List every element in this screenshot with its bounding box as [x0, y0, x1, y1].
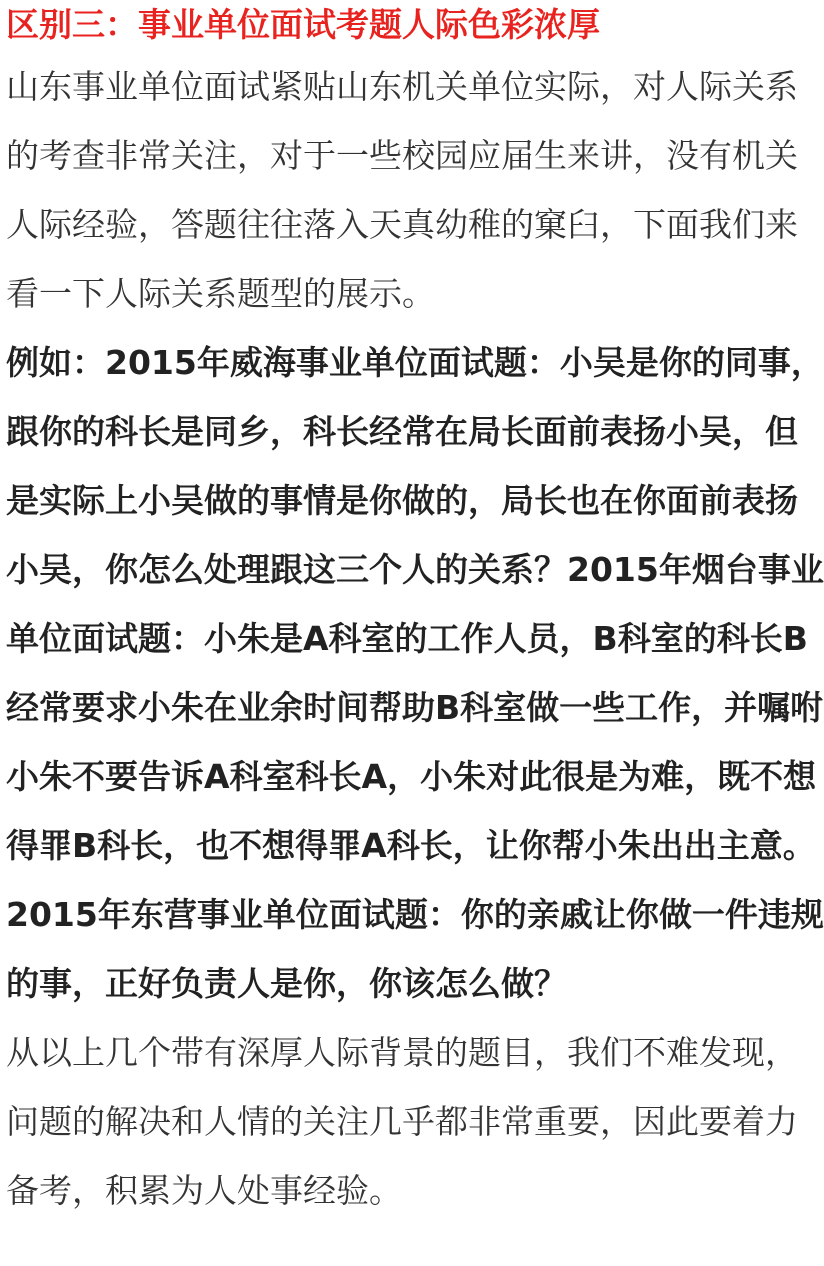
example-paragraph: 例如：2015年威海事业单位面试题：小吴是你的同事，跟你的科长是同乡，科长经常在局长面前表扬小吴，但是实际上小吴做的事情是你做的，局长也在你面前表扬小吴，你怎么处理跟这三个人的关系？2015年烟台事业单位面试题：小朱是A科室的工作人员，B科室的科长B经常要求小朱在业余时间帮助B科室做一些工作，并嘱咐小朱不要告诉A科室科长A，小朱对此很是为难，既不想得罪B科长，也不想得罪A科长，让你帮小朱出出主意。2015年东营事业单位面试题：你的亲戚让你做一件违规的事，正好负责人是你，你该怎么做？ [6, 343, 824, 1003]
conclusion-paragraph: 从以上几个带有深厚人际背景的题目，我们不难发现，问题的解决和人情的关注几乎都非常重要，因此要着力备考，积累为人处事经验。 [6, 1033, 798, 1210]
intro-paragraph: 山东事业单位面试紧贴山东机关单位实际，对人际关系的考查非常关注，对于一些校园应届生来讲，没有机关人际经验，答题往往落入天真幼稚的窠臼，下面我们来看一下人际关系题型的展示。 [6, 67, 798, 313]
section-heading: 区别三：事业单位面试考题人际色彩浓厚 [6, 5, 600, 44]
